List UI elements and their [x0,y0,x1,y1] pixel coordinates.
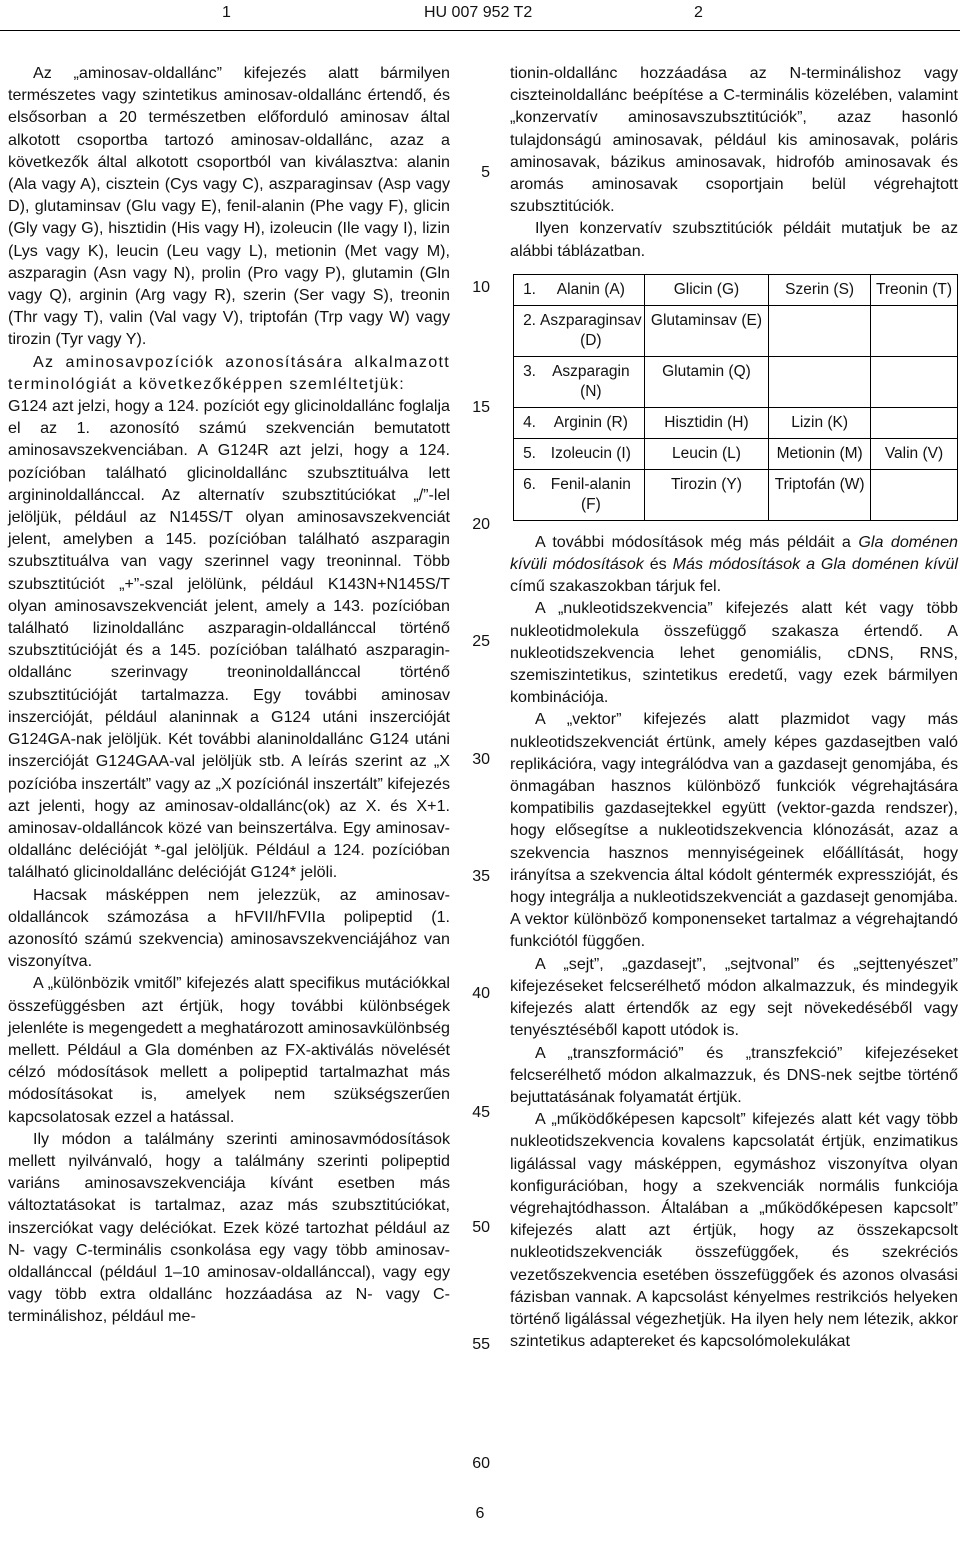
document-id: HU 007 952 T2 [424,4,533,21]
line-number: 40 [472,985,490,1002]
table-cell: Valin (V) [871,438,958,469]
table-cell [871,356,958,407]
paragraph: Az aminosavpozíciók azonosítására alkalmazott terminológiát a következőképpen szemléltetjük: [8,352,450,393]
table-cell [871,469,958,520]
table-cell: Tirozin (Y) [644,469,769,520]
table-cell: Hisztidin (H) [644,407,769,438]
table-cell: 2. [514,305,539,356]
right-column [510,62,958,1352]
table-cell: Glicin (G) [644,274,769,305]
table-row [514,274,958,305]
table-cell: Triptofán (W) [769,469,871,520]
section-reference: Gla doménen kívüli módosítások [510,532,958,574]
paragraph: G124 azt jelzi, hogy a 124. pozíciót egy glicinoldallánc foglalja el az 1. azonosító számú szekvencián bemutatott aminosavszekvenciában. A G124R azt jelzi, hogy a 124. pozícióban található glicinoldallánc szubsztituálva lett argininoldallánccal. Az alternatív szubsztitúciókat „/”-lel jelöljük, például az N145S/T olyan aminosavszekvenciát jelent, amelyben a 145. pozícióban található aszparagin szubsztituálva van vagy szerinnel vagy treoninnal. Több szubsztitúciót „+”-szal jelölünk, például K143N+N145S/T olyan aminosavszekvenciát jelent, amely a 143. pozícióban található lizinoldallánc aszparagin-oldallánccal történő szubsztitúcióját és a 145. pozícióban található aszparagin-oldallánc szerinvagy treoninoldallánccal történő szubsztitúcióját tartalmazza. Egy további aminosav inszercióját, például alaninnak a G124 utáni inszercióját G124GA-nak jelöljük. Két további alaninoldallánc G124 utáni inszercióját G124GAA-val jelöljük stb. A leírás szerint az „X pozícióba inszertált” vagy az „X pozíciónál inszertált” kifejezés azt jelenti, hogy az aminosav-oldallánc(ok) az X. és X+1. aminosav-oldalláncok közé van beinszertálva. Egy aminosav-oldallánc delécióját *-gal jelöljük. Például a 124. pozícióban található glicinoldallánc delécióját G124* jelöli. [8,397,450,882]
table-cell [871,407,958,438]
paragraph: Hacsak másképpen nem jelezzük, az aminosav-oldalláncok számozása a hFVII/hFVIIa polipeptid (1. azonosító számú szekvencia) aminosavszekvenciájához van viszonyítva. [8,885,450,971]
footer-page-number: 6 [475,1505,485,1522]
line-number: 55 [472,1336,490,1353]
table-cell: Alanin (A) [538,274,644,305]
line-number: 45 [472,1104,490,1121]
paragraph: A „nukleotidszekvencia” kifejezés alatt két vagy több nukleotidmolekula összefüggő szakasza értendő. A nukleotidszekvencia lehet genomiális, cDNS, RNS, szemiszintetikus, szintetikus eredetű, vagy ezek bármilyen kombinációja. [510,599,958,707]
paragraph: A „vektor” kifejezés alatt plazmidot vagy más nukleotidszekvenciát értünk, amely képes gazdasejtben való replikációra, vagy integrálódva van a gazdasejt genomjába, és önmagában hasznos különböző funkciók végrehajtására kompatibilis gazdasejtekkel együtt (vektor-gazda rendszer), hogy elősegítse a nukleotidszekvencia klónozását, azaz a szekvencia hasznos mennyiségeinek előállítását, hogy irányítsa a szekvencia által kódolt géntermék expresszióját, és hogy integrálja a nukleotidszekvenciát a gazdasejt genomjába. A vektor különböző komponenseket tartalmaz a végrehajtandó funkciótól függően. [510,710,958,951]
table-cell: 1. [514,274,539,305]
table-cell: Izoleucin (I) [538,438,644,469]
table-cell [769,305,871,356]
substitution-table [513,274,958,521]
table-cell: Glutamin (Q) [644,356,769,407]
line-number: 30 [472,751,490,768]
table-cell: 6. [514,469,539,520]
table-cell: Arginin (R) [538,407,644,438]
line-number: 60 [472,1455,490,1472]
left-page-number: 1 [222,4,231,21]
text-run: A további módosítások még más példáit a [535,532,859,551]
line-number: 20 [472,516,490,533]
left-column [8,62,450,1328]
table-cell: Aszparagin (N) [538,356,644,407]
table-cell: Szerin (S) [769,274,871,305]
table-cell: Fenil-alanin (F) [538,469,644,520]
table-cell [769,356,871,407]
table-row [514,356,958,407]
table-cell: 4. [514,407,539,438]
table-cell: Treonin (T) [871,274,958,305]
section-reference: Más módosítások a Gla doménen kívül [672,555,958,574]
paragraph: A „sejt”, „gazdasejt”, „sejtvonal” és „sejttenyészet” kifejezéseket felcserélhető módon alkalmazzuk, és mindegyik kifejezés alatt értendők az egy sejt növekedéséből vagy tenyésztéséből kapott utódok is. [510,954,958,1040]
table-cell: 3. [514,356,539,407]
paragraph: tionin-oldallánc hozzáadása az N-terminálishoz vagy ciszteinoldallánc beépítése a C-terminális közelében, valamint „konzervatív aminosavszubsztitúciók”, azaz hasonló tulajdonságú aminosavak, például kis aminosavak, poláris aminosavak, bázikus aminosavak, hidrofób aminosavak és aromás aminosavak csoportjain belül végrehajtott szubsztitúciók. [510,64,958,216]
text-run: című szakaszokban tárjuk fel. [510,577,722,596]
line-number: 25 [472,633,490,650]
table-cell: Metionin (M) [769,438,871,469]
line-number: 15 [472,399,490,416]
header-rule [0,30,960,31]
paragraph: Ilyen konzervatív szubsztitúciók példáit mutatjuk be az alábbi táblázatban. [510,219,958,260]
paragraph [510,531,958,598]
text-run: és [643,555,673,574]
line-number: 35 [472,868,490,885]
line-number: 50 [472,1219,490,1236]
paragraph: A „transzformáció” és „transzfekció” kifejezéseket felcserélhető módon alkalmazzuk, és DNS-nek sejtbe történő bejuttatásának folyamatát értjük. [510,1043,958,1106]
table-cell [871,305,958,356]
table-row [514,407,958,438]
paragraph: A „különbözik vmitől” kifejezés alatt specifikus mutációkkal összefüggésben azt értjük, hogy további különbségek jelenléte is megengedett a meghatározott aminosavkülönbség mellett. Például a Gla doménben az FX-aktiválás növelését célzó módosítások mellett a polipeptid tartalmazhat más módosításokat is, amelyek nem szükségszerűen kapcsolatosak ezzel a hatással. [8,974,450,1126]
line-number: 10 [472,279,490,296]
table-cell: Lizin (K) [769,407,871,438]
paragraph: A „működőképesen kapcsolt” kifejezés alatt két vagy több nukleotidszekvencia kovalens kapcsolatát értjük, enzimatikus ligálással vagy másképpen, egymáshoz viszonyítva olyan konfigurációban, hogy a szekvenciák normális funkciója végrehajtódhasson. Általában a „működőképesen kapcsolt” kifejezés alatt azt értjük, hogy az összekapcsolt nukleotidszekvenciák összefüggőek, és szekréciós vezetőszekvencia esetében összefüggőek és azonos olvasási fázisban vannak. A kapcsolást kényelmes restrikciós helyeken történő ligálással végezhetjük. Ha ilyen hely nem létezik, akkor szintetikus adaptereket és kapcsolómolekulákat [510,1110,958,1351]
paragraph: Ily módon a találmány szerinti aminosavmódosítások mellett nyilvánvaló, hogy a találmány szerinti polipeptid variáns aminosavszekvenciája kívánt esetben más változtatásokat is tartalmaz, azaz más szubsztitúciókat, inszerciókat vagy deléciókat. Ezek közé tartozhat például az N- vagy C-terminális csonkolása egy vagy több aminosav-oldallánccal (például 1–10 aminosav-oldallánccal), vagy egy vagy több extra oldallánc hozzáadása az N- vagy C-terminálishoz, például me- [8,1129,450,1326]
table-row [514,469,958,520]
table-cell: Aszparaginsav (D) [538,305,644,356]
table-cell: Leucin (L) [644,438,769,469]
table-row [514,438,958,469]
paragraph: Az „aminosav-oldallánc” kifejezés alatt bármilyen természetes vagy szintetikus aminosav-oldallánc értendő, és elsősorban a 20 természetben előforduló aminosav által alkotott csoportba tartozó aminosav-oldallánc, azaz a következők által alkotott csoportból van kiválasztva: alanin (Ala vagy A), cisztein (Cys vagy C), aszparaginsav (Asp vagy D), glutaminsav (Glu vagy E), fenil-alanin (Phe vagy F), glicin (Gly vagy G), hisztidin (His vagy H), izoleucin (Ile vagy I), lizin (Lys vagy K), leucin (Leu vagy L), metionin (Met vagy M), aszparagin (Asn vagy N), prolin (Pro vagy P), glutamin (Gln vagy Q), arginin (Arg vagy R), szerin (Ser vagy S), treonin (Thr vagy T), valin (Val vagy V), triptofán (Trp vagy W) vagy tirozin (Tyr vagy Y). [8,64,450,349]
right-page-number: 2 [694,4,703,21]
table-row [514,305,958,356]
line-number: 5 [481,164,490,181]
table-cell: Glutaminsav (E) [644,305,769,356]
table-cell: 5. [514,438,539,469]
